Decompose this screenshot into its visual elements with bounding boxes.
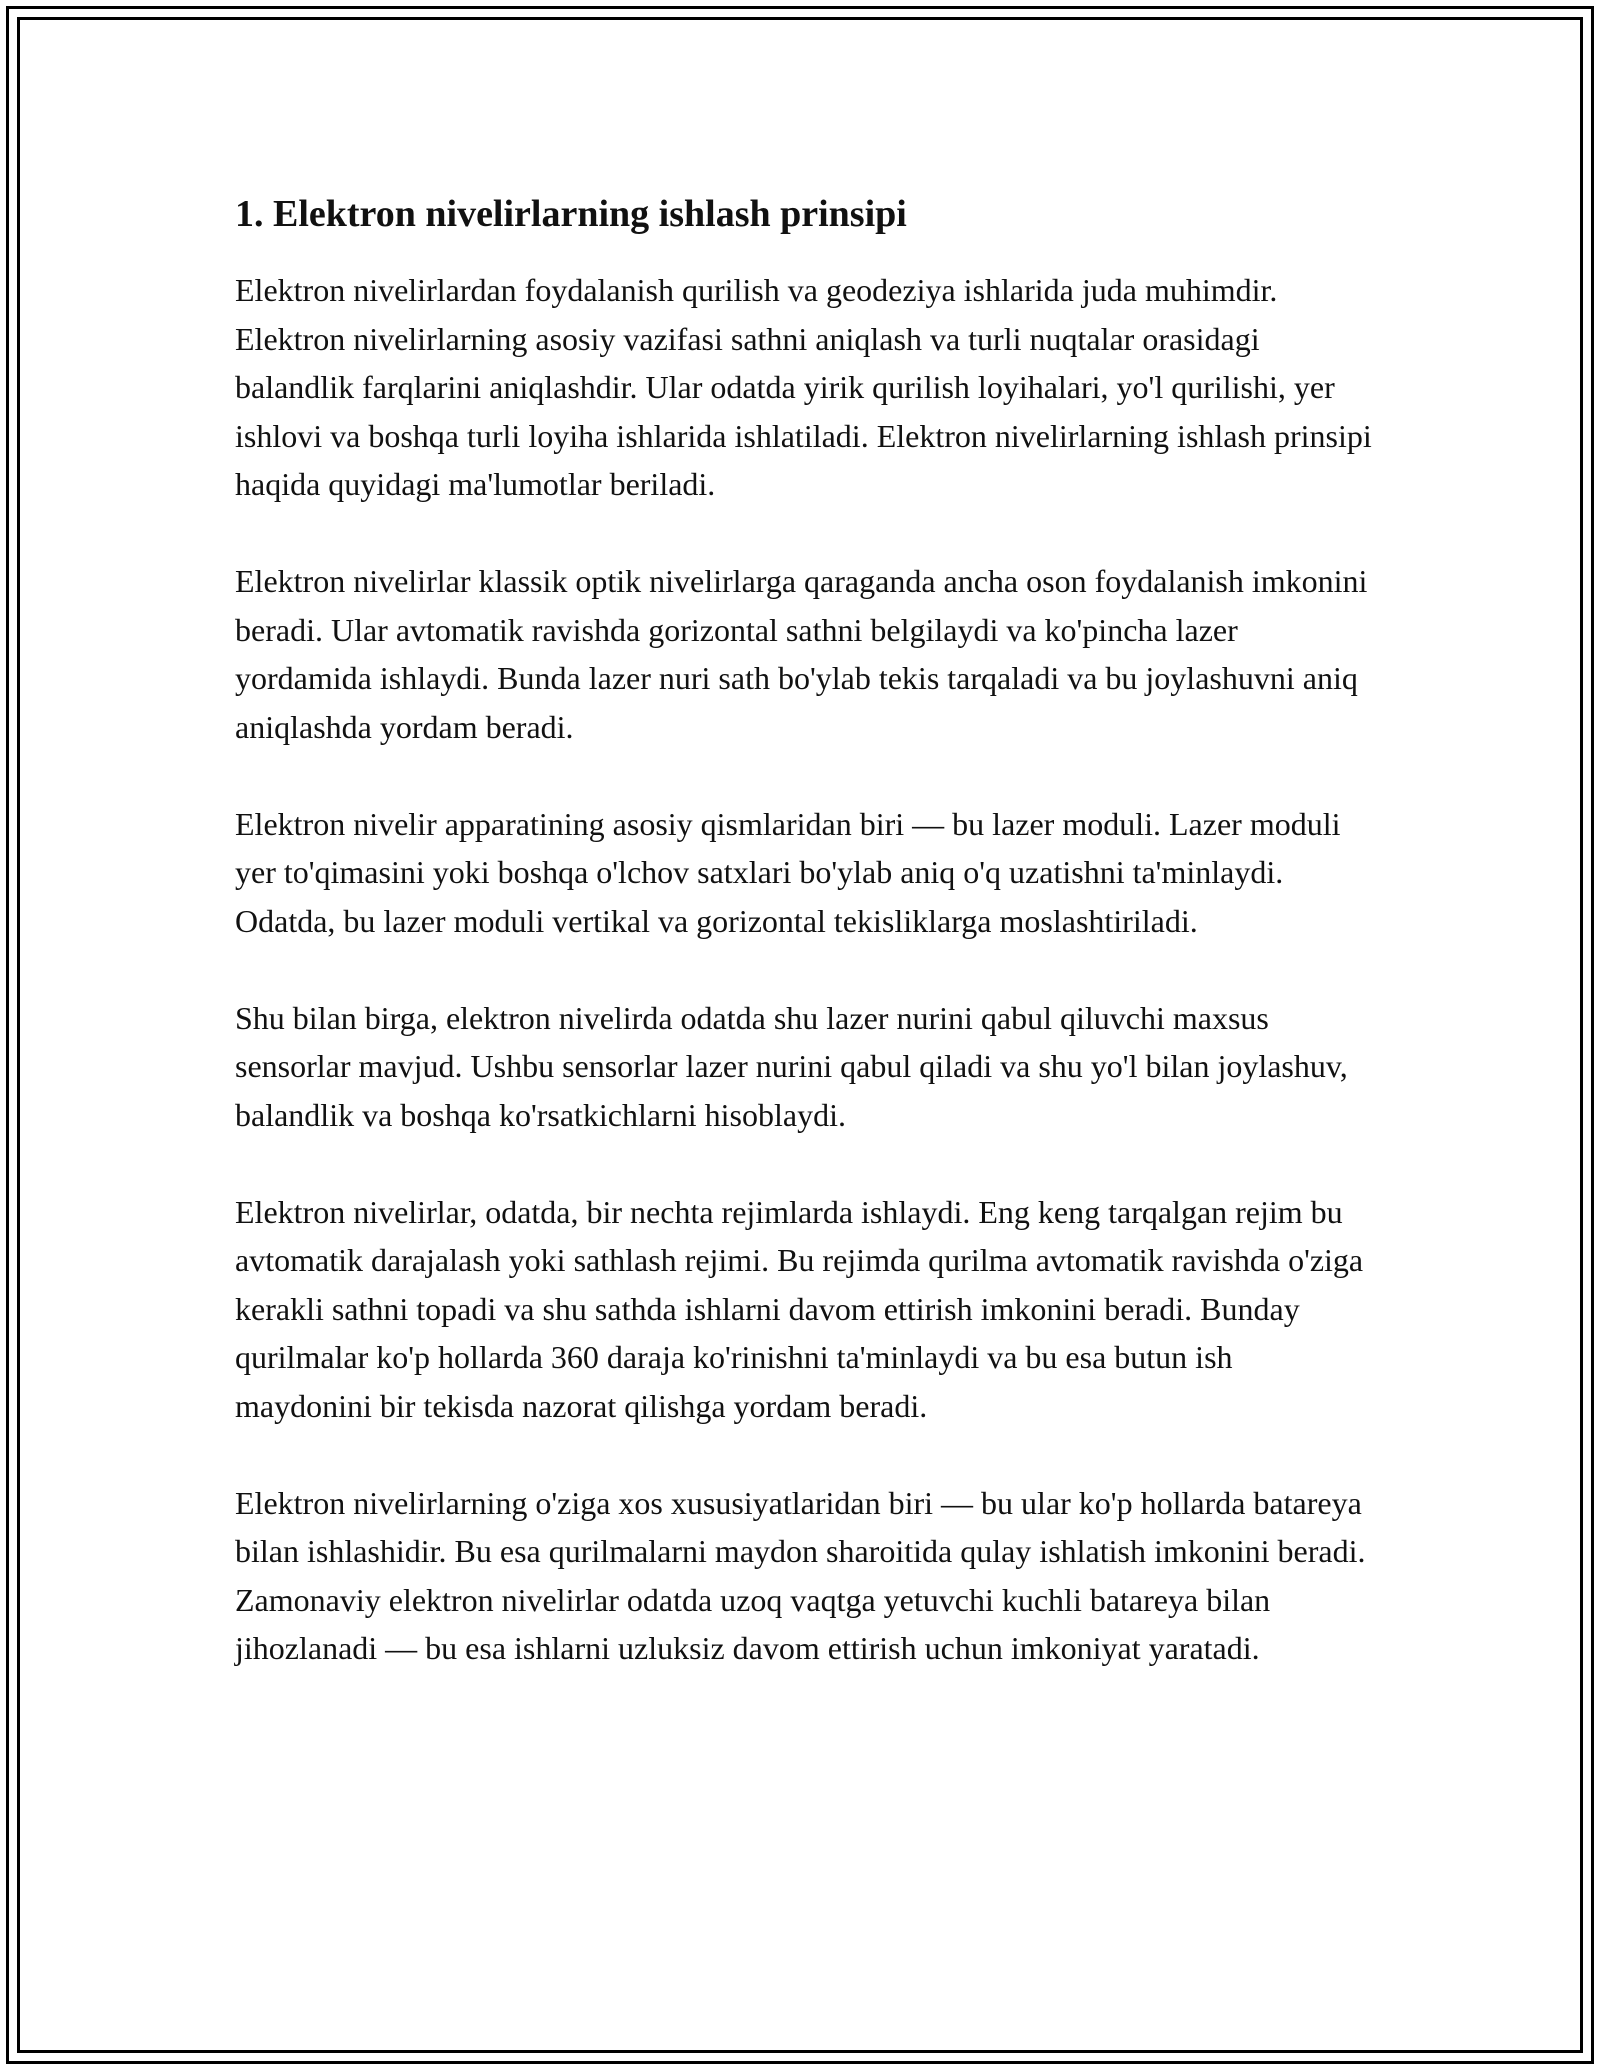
document-body <box>235 188 1375 1721</box>
paragraph-laser-module: Elektron nivelir apparatining asosiy qismlaridan biri — bu lazer moduli. Lazer moduli yer to'qimasini yoki boshqa o'lchov satxlari bo'ylab aniq o'q uzatishni ta'minlaydi. Odatda, bu lazer moduli vertikal va gorizontal tekisliklarga moslashtiriladi. <box>235 805 1341 939</box>
paragraph-intro: Elektron nivelirlardan foydalanish qurilish va geodeziya ishlarida juda muhimdir. Elektron nivelirlarning asosiy vazifasi sathni aniqlash va turli nuqtalar orasidagi balandlik farqlarini aniqlashdir. Ular odatda yirik qurilish loyihalari, yo'l qurilishi, yer ishlovi va boshqa turli loyiha ishlarida ishlatiladi. Elektron nivelirlarning ishlash prinsipi haqida quyidagi ma'lumotlar beriladi. <box>235 272 1372 502</box>
paragraph-battery: Elektron nivelirlarning o'ziga xos xususiyatlaridan biri — bu ular ko'p hollarda batareya bilan ishlashidir. Bu esa qurilmalarni maydon sharoitida qulay ishlatish imkonini beradi. Zamonaviy elektron nivelirlar odatda uzoq vaqtga yetuvchi kuchli batareya bilan jihozlanadi — bu esa ishlarni uzluksiz davom ettirish uchun imkoniyat yaratadi. <box>235 1484 1366 1666</box>
paragraph-sensors: Shu bilan birga, elektron nivelirda odatda shu lazer nurini qabul qiluvchi maxsus sensorlar mavjud. Ushbu sensorlar lazer nurini qabul qiladi va shu yo'l bilan joylashuv, balandlik va boshqa ko'rsatkichlarni hisoblaydi. <box>235 999 1348 1133</box>
section-heading: 1. Elektron nivelirlarning ishlash prinsipi <box>235 193 907 235</box>
paragraph-modes: Elektron nivelirlar, odatda, bir nechta rejimlarda ishlaydi. Eng keng tarqalgan rejim bu avtomatik darajalash yoki sathlash rejimi. Bu rejimda qurilma avtomatik ravishda o'ziga kerakli sathni topadi va shu sathda ishlarni davom ettirish imkonini beradi. Bunday qurilmalar ko'p hollarda 360 daraja ko'rinishni ta'minlaydi va bu esa butun ish maydonini bir tekisda nazorat qilishga yordam beradi. <box>235 1193 1364 1424</box>
paragraph-optical-comparison: Elektron nivelirlar klassik optik nivelirlarga qaraganda ancha oson foydalanish imkonini beradi. Ular avtomatik ravishda gorizontal sathni belgilaydi va ko'pincha lazer yordamida ishlaydi. Bunda lazer nuri sath bo'ylab tekis tarqaladi va bu joylashuvni aniq aniqlashda yordam beradi. <box>235 563 1368 745</box>
